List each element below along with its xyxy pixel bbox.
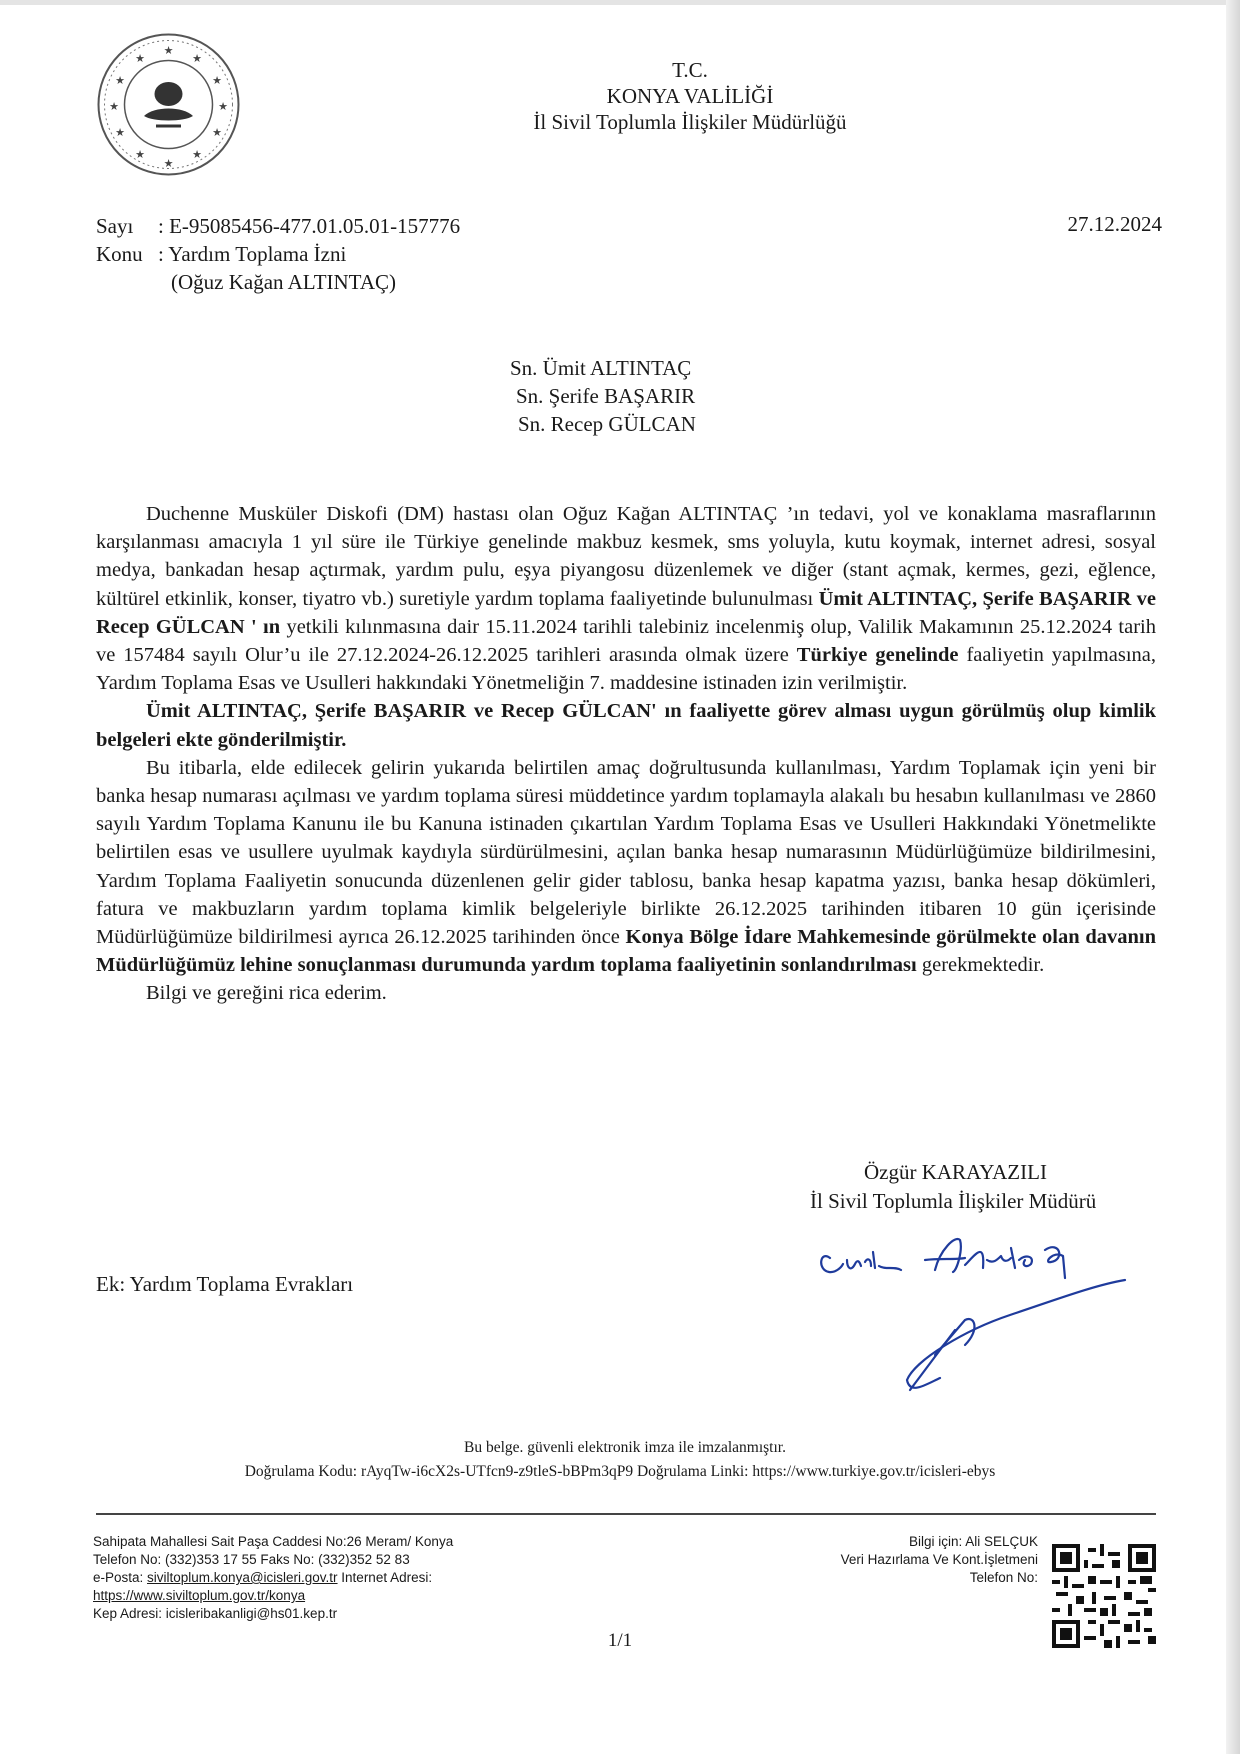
paragraph-4: Bilgi ve gereğini rica ederim. [146, 982, 387, 1005]
scan-edge-right [1226, 0, 1240, 1754]
page-number [0, 1630, 1240, 1652]
paragraph-2-bold: Ümit ALTINTAÇ, Şerife BAŞARIR ve Recep GÜLCAN' ın faaliyette görev alması uygun görülmüş olup kimlik belgeleri ekte gönderilmiştir. [96, 700, 1156, 751]
recipients-block [510, 354, 696, 438]
svg-text:★: ★ [163, 45, 174, 57]
svg-text:★: ★ [218, 101, 228, 113]
paragraph-1-bold-scope: Türkiye genelinde [796, 644, 959, 667]
scan-edge-top [0, 0, 1240, 5]
handwritten-signature [815, 1230, 1155, 1405]
svg-text:★: ★ [115, 127, 125, 139]
svg-text:★: ★ [212, 75, 222, 87]
attachment-note: Ek: Yardım Toplama Evrakları [96, 1272, 354, 1296]
letterhead [0, 57, 1240, 135]
sayi-value: : E-95085456-477.01.05.01-157776 [158, 214, 461, 238]
footer-info [841, 1533, 1038, 1587]
subject-subline: (Oğuz Kağan ALTINTAÇ) [171, 270, 396, 294]
e-signature-line-1: Bu belge. güvenli elektronik imza ile imzalanmıştır. [464, 1439, 786, 1456]
info-contact: Bilgi için: Ali SELÇUK [908, 1534, 1038, 1549]
paragraph-1-bold-names: Ümit ALTINTAÇ, Şerife BAŞARIR ve Recep GÜLCAN ' ın [96, 587, 1156, 638]
paragraph-3-text-c: gerekmektedir. [916, 954, 1045, 977]
paragraph-1-text-a: Duchenne Musküler Diskofi (DM) hastası olan Oğuz Kağan ALTINTAÇ ’ın tedavi, yol ve konaklama masraflarının karşılanması amacıyla 1 yıl süre ile Türkiye genelinde makbuz kesmek, sms yoluyla, kutu koymak, internet adresi, sosyal medya, bankadan hesap açtırmak, yardım pulu, eşya piyangosu düzenlemek ve diğer (stant açmak, kermes, gezi, eğlence, kültürel etkinlik, konser, tiyatro vb.) suretiyle yardım toplama faaliyetinde bulunulması [96, 503, 1156, 610]
e-signature-notice [0, 1436, 1240, 1484]
svg-text:★: ★ [109, 101, 119, 113]
paragraph-3 [96, 754, 1156, 980]
letterhead-line-2: KONYA VALİLİĞİ [606, 84, 774, 108]
internet-label: Internet Adresi: [337, 1570, 433, 1585]
letter-body [96, 500, 1156, 1008]
svg-text:★: ★ [192, 53, 202, 65]
paragraph-1-text-e: faaliyetin yapılmasına, Yardım Toplama Esas ve Usulleri hakkındaki Yönetmeliğin 7. maddesine istinaden izin verilmiştir. [96, 644, 1156, 695]
document-date: 27.12.2024 [1067, 212, 1162, 236]
svg-text:★: ★ [135, 149, 145, 161]
footer-address: Sahipata Mahallesi Sait Paşa Caddesi No:26 Meram/ Konya [93, 1534, 454, 1549]
footer-divider [96, 1513, 1156, 1515]
sayi-label: Sayı [96, 214, 134, 238]
paragraph-1 [96, 500, 1156, 697]
email-link[interactable]: siviltoplum.konya@icisleri.gov.tr [147, 1570, 338, 1585]
svg-text:★: ★ [163, 158, 174, 170]
konu-value: : Yardım Toplama İzni [158, 242, 347, 266]
paragraph-1-text-c: yetkili kılınmasına dair 15.11.2024 tarihli talebiniz incelenmiş olup, Valilik Makamının 25.12.2024 tarih ve 157484 sayılı Olur’u ile 27.12.2024-26.12.2025 tarihleri arasında olmak üzere [96, 615, 1156, 667]
recipient-1: Sn. Ümit ALTINTAÇ [510, 356, 692, 380]
footer-email-row [93, 1569, 453, 1587]
paragraph-3-text-a: Bu itibarla, elde edilecek gelirin yukarıda belirtilen amaç doğrultusunda kullanılması, Yardım Toplamak için yeni bir banka hesap numarası açılması ve yardım toplama süresi müddetince yardım toplamayla alakalı bu hesabın kullanılması ve 2860 sayılı Yardım Toplama Kanunu ile bu Kanuna istinaden çıkartılan Yardım Toplama Esas ve Usulleri Hakkındaki Yönetmelikte belirtilen esas ve usullere uyulmak kaydıyla sürdürülmesini, açılan banka hesap numarasının Müdürlüğümüze bildirilmesini, Yardım Toplama Faaliyetin sonucunda düzenlenen gelir gider tablosu, banka hesap kapatma yazısı, banka hesap dökümleri, fatura ve makbuzların yardım toplama kimlik belgeleriyle birlikte 26.12.2025 tarihinden itibaren 10 gün içerisinde Müdürlüğümüze bildirilmesi ayrıca 26.12.2025 tarihinden önce [96, 756, 1156, 949]
letterhead-line-1: T.C. [672, 58, 708, 82]
signer-title: İl Sivil Toplumla İlişkiler Müdürü [810, 1189, 1097, 1213]
paragraph-2 [96, 697, 1156, 753]
website-link[interactable]: https://www.siviltoplum.gov.tr/konya [93, 1588, 306, 1603]
info-phone: Telefon No: [969, 1570, 1038, 1585]
email-label: e-Posta: [93, 1570, 148, 1585]
signer-block [810, 1158, 1096, 1216]
svg-text:★: ★ [212, 127, 222, 139]
paragraph-3-bold: Konya Bölge İdare Mahkemesinde görülmekte olan davanın Müdürlüğümüz lehine sonuçlanması durumunda yardım toplama faaliyetinin sonlandırılması [96, 926, 1157, 977]
recipient-2: Sn. Şerife BAŞARIR [516, 384, 696, 408]
verification-line: Doğrulama Kodu: rAyqTw-i6cX2s-UTfcn9-z9tleS-bBPm3qP9 Doğrulama Linki: https://www.turkiye.gov.tr/icisleri-ebys [244, 1463, 996, 1480]
recipient-3: Sn. Recep GÜLCAN [518, 412, 696, 436]
svg-text:★: ★ [192, 149, 202, 161]
document-meta [96, 212, 460, 296]
kep-address: Kep Adresi: icisleribakanligi@hs01.kep.tr [93, 1606, 338, 1621]
signer-name: Özgür KARAYAZILI [864, 1160, 1047, 1184]
footer-contact [93, 1533, 453, 1623]
svg-text:★: ★ [115, 75, 125, 87]
subject-row [96, 240, 460, 268]
footer-phone: Telefon No: (332)353 17 55 Faks No: (332)352 52 83 [93, 1552, 410, 1567]
letterhead-line-3: İl Sivil Toplumla İlişkiler Müdürlüğü [533, 110, 847, 134]
reference-number-row [96, 212, 460, 240]
svg-text:★: ★ [135, 53, 145, 65]
konu-label: Konu [96, 242, 143, 266]
page-number-text: 1/1 [607, 1630, 633, 1651]
info-unit: Veri Hazırlama Ve Kont.İşletmeni [840, 1552, 1038, 1567]
